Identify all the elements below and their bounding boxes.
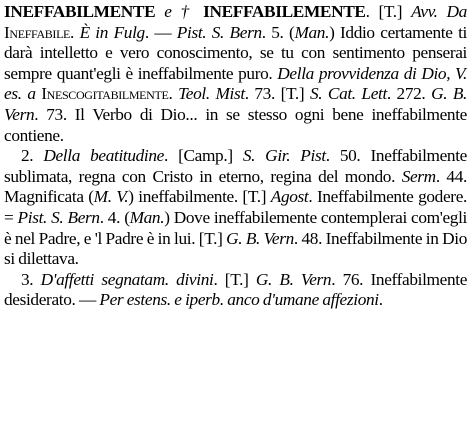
- text-run: Della provvidenza di Dio, V. es. a: [4, 63, 468, 104]
- text-run: . 76. Ineffabilmente desiderato. —: [4, 269, 468, 310]
- text-run: Per estens. e iperb. anco d'umane affezioni: [99, 290, 379, 310]
- text-run: S. Gir. Pist: [242, 146, 326, 166]
- text-run: È in Fulg: [79, 22, 145, 42]
- text-run: Man.: [129, 207, 165, 227]
- text-run: 3.: [21, 269, 41, 289]
- text-run: Inescogitabilmente: [41, 84, 169, 104]
- entry-paragraph-2: [4, 146, 467, 270]
- text-run: D'affetti segnatam. divini: [40, 269, 214, 289]
- text-run: . 73. Il Verbo di Dio... in se stesso ogni bene ineffabilmente contiene.: [4, 104, 467, 145]
- text-run: Man.: [294, 22, 330, 42]
- text-run: G. B. Vern: [255, 269, 332, 289]
- text-run: Agost: [270, 187, 309, 207]
- text-run: .: [168, 84, 179, 104]
- text-run: ) Iddio certamente ti darà intelletto e vero conoscimento, se tu con sentimento penserai sempre quant'egli è ineffabilmente puro.: [4, 22, 467, 83]
- text-run: S. Cat. Lett: [309, 84, 387, 104]
- text-run: . 272.: [386, 84, 432, 104]
- text-run: Pist. S. Bern: [17, 207, 100, 227]
- text-run: . —: [144, 22, 177, 42]
- text-run: . [Camp.]: [164, 146, 243, 166]
- text-run: M. V.: [93, 187, 129, 207]
- text-run: Ineffabile: [4, 22, 71, 42]
- text-run: 2.: [21, 146, 44, 166]
- text-run: ) Dove ineffabilemente contemplerai com'egli è nel Padre, e 'l Padre è in lui. [T.]: [4, 207, 467, 248]
- text-run: INEFFABILEMENTE: [203, 2, 366, 21]
- text-run: . 4. (: [99, 207, 130, 227]
- entry-paragraph-1: [4, 2, 467, 146]
- text-run: .: [70, 22, 80, 42]
- text-run: G. B. Vern: [226, 228, 294, 248]
- text-run: . 5. (: [261, 22, 295, 42]
- dictionary-entry: [4, 0, 467, 311]
- text-run: INEFFABILMENTE: [4, 2, 156, 21]
- text-run: Serm: [401, 166, 436, 186]
- text-run: . 50. Ineffabilmente sublimata, regna con Cristo in eterno, regina del mondo.: [4, 146, 467, 186]
- text-run: . Ineffabilmente godere. =: [4, 187, 467, 227]
- text-run: . [T.]: [365, 2, 412, 21]
- text-run: ) ineffabilmente. [T.]: [128, 187, 271, 207]
- text-run: Della beatitudine: [43, 146, 164, 166]
- text-run: G. B. Vern: [4, 84, 467, 124]
- text-run: e †: [155, 2, 204, 21]
- text-run: .: [378, 290, 383, 310]
- text-run: . 48. Ineffabilmente in Dio si dilettava.: [4, 228, 467, 269]
- text-run: Pist. S. Bern: [176, 22, 262, 42]
- text-run: Teol. Mist: [178, 84, 245, 104]
- text-run: . [T.]: [213, 269, 256, 289]
- text-run: Avv. Da: [411, 2, 467, 21]
- text-run: . 44. Magnificata (: [4, 166, 467, 207]
- text-run: . 73. [T.]: [244, 84, 310, 104]
- entry-paragraph-3: [4, 270, 467, 311]
